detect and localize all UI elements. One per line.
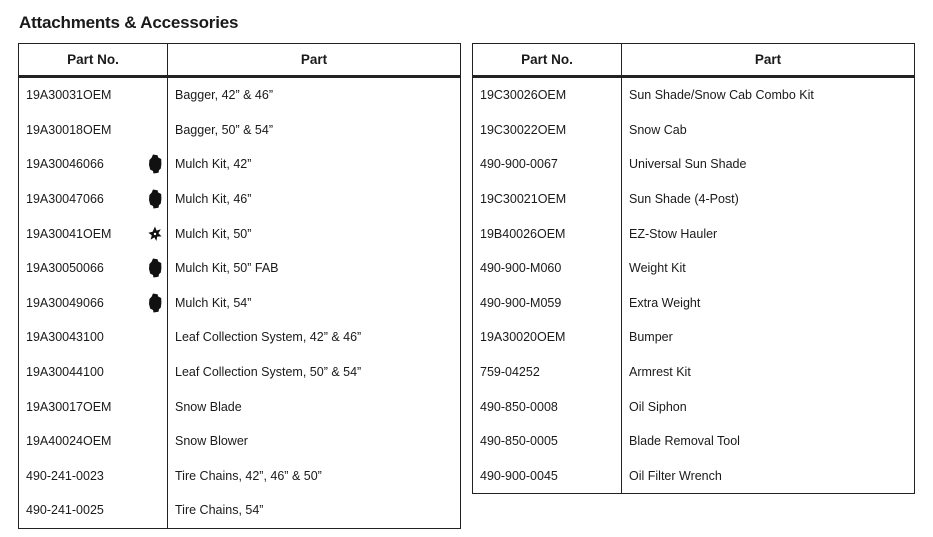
part-name: Blade Removal Tool <box>629 434 740 449</box>
table-row <box>19 113 461 148</box>
part-number: 19A30017OEM <box>26 399 112 414</box>
part-number: 490-241-0023 <box>26 468 104 483</box>
table-row <box>473 424 915 459</box>
part-number-cell <box>19 251 168 286</box>
right-parts-table <box>472 43 915 494</box>
part-number: 19A30044100 <box>26 365 104 380</box>
part-number-cell <box>19 493 168 528</box>
blade-icon <box>148 293 162 313</box>
part-name: Extra Weight <box>629 295 701 310</box>
part-number: 19A30046066 <box>26 157 104 172</box>
part-name: Sun Shade (4-Post) <box>629 192 739 207</box>
part-number-cell <box>473 77 622 113</box>
part-number: 19A30043100 <box>26 330 104 345</box>
table-row <box>19 251 461 286</box>
table-row <box>473 320 915 355</box>
part-number: 490-241-0025 <box>26 503 104 518</box>
table-row <box>19 493 461 528</box>
part-name-cell <box>168 77 461 113</box>
blade-icon <box>148 258 162 278</box>
part-name-cell <box>622 320 915 355</box>
part-number: 19A30041OEM <box>26 226 112 241</box>
part-number-cell <box>473 216 622 251</box>
part-number-cell <box>473 459 622 494</box>
table-row <box>19 216 461 251</box>
part-name: Weight Kit <box>629 261 686 276</box>
part-name: Bagger, 50” & 54” <box>175 122 273 137</box>
part-name-cell <box>622 424 915 459</box>
part-number-cell <box>19 113 168 148</box>
part-number-cell <box>473 389 622 424</box>
part-name-cell <box>168 182 461 217</box>
part-name-cell <box>622 286 915 321</box>
part-name: Tire Chains, 54” <box>175 503 264 518</box>
part-number-cell <box>19 286 168 321</box>
part-name: Leaf Collection System, 50” & 54” <box>175 365 362 380</box>
part-number-cell <box>473 251 622 286</box>
table-row <box>19 286 461 321</box>
table-row <box>473 216 915 251</box>
part-number-cell <box>19 424 168 459</box>
part-name: Mulch Kit, 54” <box>175 295 252 310</box>
part-name-cell <box>168 113 461 148</box>
table-row <box>473 147 915 182</box>
part-number: 490-850-0008 <box>480 399 558 414</box>
table-row <box>19 424 461 459</box>
part-number: 19C30021OEM <box>480 192 567 207</box>
part-number-cell <box>19 216 168 251</box>
table-row <box>19 182 461 217</box>
part-name: Sun Shade/Snow Cab Combo Kit <box>629 88 814 103</box>
table-row <box>473 389 915 424</box>
column-header-part: Part <box>622 44 915 77</box>
table-row <box>19 355 461 390</box>
page-title: Attachments & Accessories <box>19 13 239 32</box>
part-number-cell <box>473 320 622 355</box>
part-name: EZ-Stow Hauler <box>629 226 718 241</box>
part-name: Mulch Kit, 46” <box>175 192 252 207</box>
part-number: 19A30031OEM <box>26 88 112 103</box>
part-number-cell <box>19 147 168 182</box>
part-number-cell <box>19 182 168 217</box>
part-name: Mulch Kit, 50” FAB <box>175 261 279 276</box>
part-number: 19A30018OEM <box>26 122 112 137</box>
part-name: Snow Cab <box>629 122 687 137</box>
part-number: 19A30047066 <box>26 192 104 207</box>
part-name-cell <box>622 113 915 148</box>
part-number-cell <box>19 320 168 355</box>
part-number-cell <box>473 355 622 390</box>
table-row <box>473 77 915 113</box>
part-name: Armrest Kit <box>629 365 691 380</box>
table-row <box>473 113 915 148</box>
part-number: 490-900-M059 <box>480 295 562 310</box>
table-row <box>19 77 461 113</box>
part-number: 759-04252 <box>480 365 540 380</box>
table-header-row <box>19 44 461 77</box>
part-name-cell <box>622 251 915 286</box>
table-row <box>473 286 915 321</box>
part-number: 490-900-0045 <box>480 468 558 483</box>
left-parts-table <box>18 43 461 529</box>
column-header-part: Part <box>168 44 461 77</box>
table-row <box>473 251 915 286</box>
part-number: 19A30050066 <box>26 261 104 276</box>
part-name: Mulch Kit, 50” <box>175 226 252 241</box>
part-number-cell <box>473 286 622 321</box>
part-name-cell <box>168 459 461 494</box>
table-row <box>473 182 915 217</box>
table-row <box>473 459 915 494</box>
part-number: 19A30020OEM <box>480 330 566 345</box>
part-name: Tire Chains, 42”, 46” & 50” <box>175 468 322 483</box>
part-name-cell <box>168 389 461 424</box>
part-number-cell <box>19 389 168 424</box>
part-name-cell <box>622 182 915 217</box>
part-number: 19C30022OEM <box>480 122 567 137</box>
part-name-cell <box>168 355 461 390</box>
part-name-cell <box>622 77 915 113</box>
part-number: 490-900-M060 <box>480 261 562 276</box>
part-name-cell <box>168 286 461 321</box>
part-name: Bagger, 42” & 46” <box>175 88 273 103</box>
part-name: Oil Siphon <box>629 399 687 414</box>
part-name: Oil Filter Wrench <box>629 468 722 483</box>
part-number-cell <box>19 355 168 390</box>
part-name-cell <box>622 389 915 424</box>
part-name-cell <box>168 320 461 355</box>
part-number: 490-850-0005 <box>480 434 558 449</box>
blade-icon <box>148 189 162 209</box>
table-row <box>19 320 461 355</box>
part-name-cell <box>168 251 461 286</box>
blade-icon <box>148 154 162 174</box>
part-number: 19A40024OEM <box>26 434 112 449</box>
part-number-cell <box>473 424 622 459</box>
part-name: Bumper <box>629 330 673 345</box>
part-number: 19A30049066 <box>26 295 104 310</box>
part-number: 19B40026OEM <box>480 226 566 241</box>
part-number-cell <box>19 459 168 494</box>
part-number: 19C30026OEM <box>480 88 567 103</box>
part-name: Leaf Collection System, 42” & 46” <box>175 330 362 345</box>
column-header-part-no: Part No. <box>473 44 622 77</box>
column-header-part-no: Part No. <box>19 44 168 77</box>
part-name-cell <box>168 147 461 182</box>
part-name: Snow Blower <box>175 434 248 449</box>
part-name: Mulch Kit, 42” <box>175 157 252 172</box>
part-number-cell <box>19 77 168 113</box>
part-name: Universal Sun Shade <box>629 157 747 172</box>
part-number-cell <box>473 182 622 217</box>
part-name-cell <box>622 355 915 390</box>
part-number-cell <box>473 113 622 148</box>
table-row <box>19 147 461 182</box>
part-name-cell <box>168 424 461 459</box>
table-row <box>19 459 461 494</box>
part-number: 490-900-0067 <box>480 157 558 172</box>
part-number-cell <box>473 147 622 182</box>
part-name-cell <box>622 459 915 494</box>
part-name: Snow Blade <box>175 399 242 414</box>
part-name-cell <box>622 216 915 251</box>
table-header-row <box>473 44 915 77</box>
part-name-cell <box>622 147 915 182</box>
part-name-cell <box>168 493 461 528</box>
star-blade-icon <box>148 224 162 244</box>
part-name-cell <box>168 216 461 251</box>
table-row <box>473 355 915 390</box>
table-row <box>19 389 461 424</box>
